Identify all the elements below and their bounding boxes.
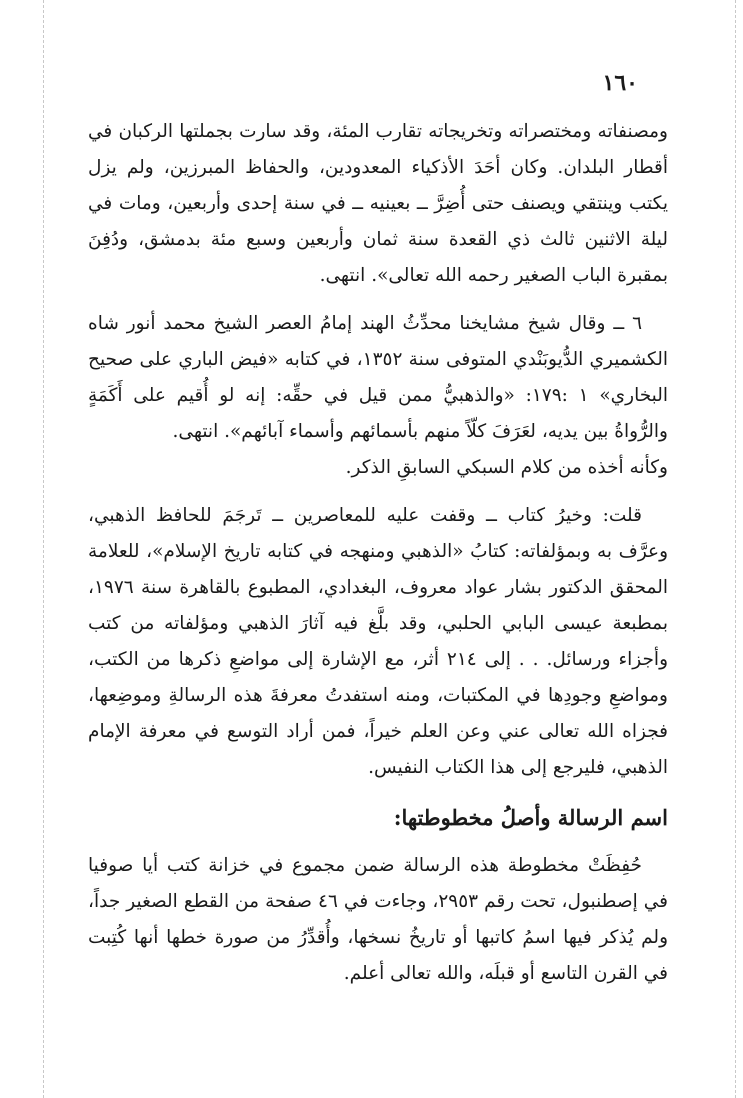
paragraph-best-book: قلت: وخيرُ كتاب ــ وقفت عليه للمعاصرين ــ تَرجَمَ للحافظ الذهبي، وعرَّف به وبمؤلفاته: كتابُ «الذهبي ومنهجه في كتابه تاريخ الإسلام»، للعلامة المحقق الدكتور بشار عواد معروف، البغدادي، المطبوع بالقاهرة سنة ١٩٧٦، بمطبعة عيسى البابي الحلبي، وقد بلَّغ فيه آثارَ الذهبي ومؤلفاته من كتب وأجزاء ورسائل. . . إلى ٢١٤ أثر، مع الإشارة إلى مواضعِ ذكرها من الكتب، ومواضعِ وجودِها في المكتبات، ومنه استفدتُ معرفةَ هذه الرسالةِ وموضِعها، فجزاه الله تعالى عني وعن العلم خيراً، فمن أراد التوسع في معرفة الإمام الذهبي، فليرجع إلى هذا الكتاب النفيس.: [88, 505, 668, 778]
page-body: [88, 114, 668, 1004]
section-heading-manuscript: اسم الرسالة وأصلُ مخطوطتها:: [393, 805, 668, 830]
left-margin-guide: [43, 0, 44, 1098]
page-number: ١٦٠: [602, 70, 638, 96]
paragraph-subki-note: وكأنه أخذه من كلام السبكي السابقِ الذكر.: [345, 457, 668, 478]
paragraph-manuscript-description: حُفِظَتْ مخطوطة هذه الرسالة ضمن مجموع في خزانة كتب أيا صوفيا في إصطنبول، تحت رقم ٢٩٥٣، وجاءت في ٤٦ صفحة من القطع الصغير جداً، ولم يُذكر فيها اسمُ كاتبها أو تاريخُ نسخها، وأُقدِّرُ من صورة خطها أنها كُتِبت في القرن التاسع أو قبلَه، والله تعالى أعلم.: [88, 855, 668, 984]
paragraph-kashmiri-quote: ٦ ــ وقال شيخ مشايخنا محدِّثُ الهند إمامُ العصر الشيخ محمد أنور شاه الكشميري الدُّيوبَنْدي المتوفى سنة ١٣٥٢، في كتابه «فيض الباري على صحيح البخاري» ١ :١٧٩: «والذهبيُّ ممن قيل في حقِّه: إنه لو أُقيم على أَكَمَةٍ والرُّواةُ بين يديه، لعَرَفَ كلّاً منهم بأسمائهم وأسماء آبائهم». انتهى.: [88, 313, 669, 442]
paragraph-dhahabi-biography-end: ومصنفاته ومختصراته وتخريجاته تقارب المئة، وقد سارت بجملتها الركبان في أقطار البلدان. وكان أحَدَ الأذكياء المعدودين، والحفاظ المبرزين، ولم يزل يكتب وينتقي ويصنف حتى أُضِرَّ ــ بعينيه ــ في سنة إحدى وأربعين، ومات في ليلة الاثنين ثالث ذي القعدة سنة ثمان وأربعين وسبع مئة بدمشق، ودُفِنَ بمقبرة الباب الصغير رحمه الله تعالى». انتهى.: [88, 121, 668, 286]
right-margin-guide: [735, 0, 736, 1098]
